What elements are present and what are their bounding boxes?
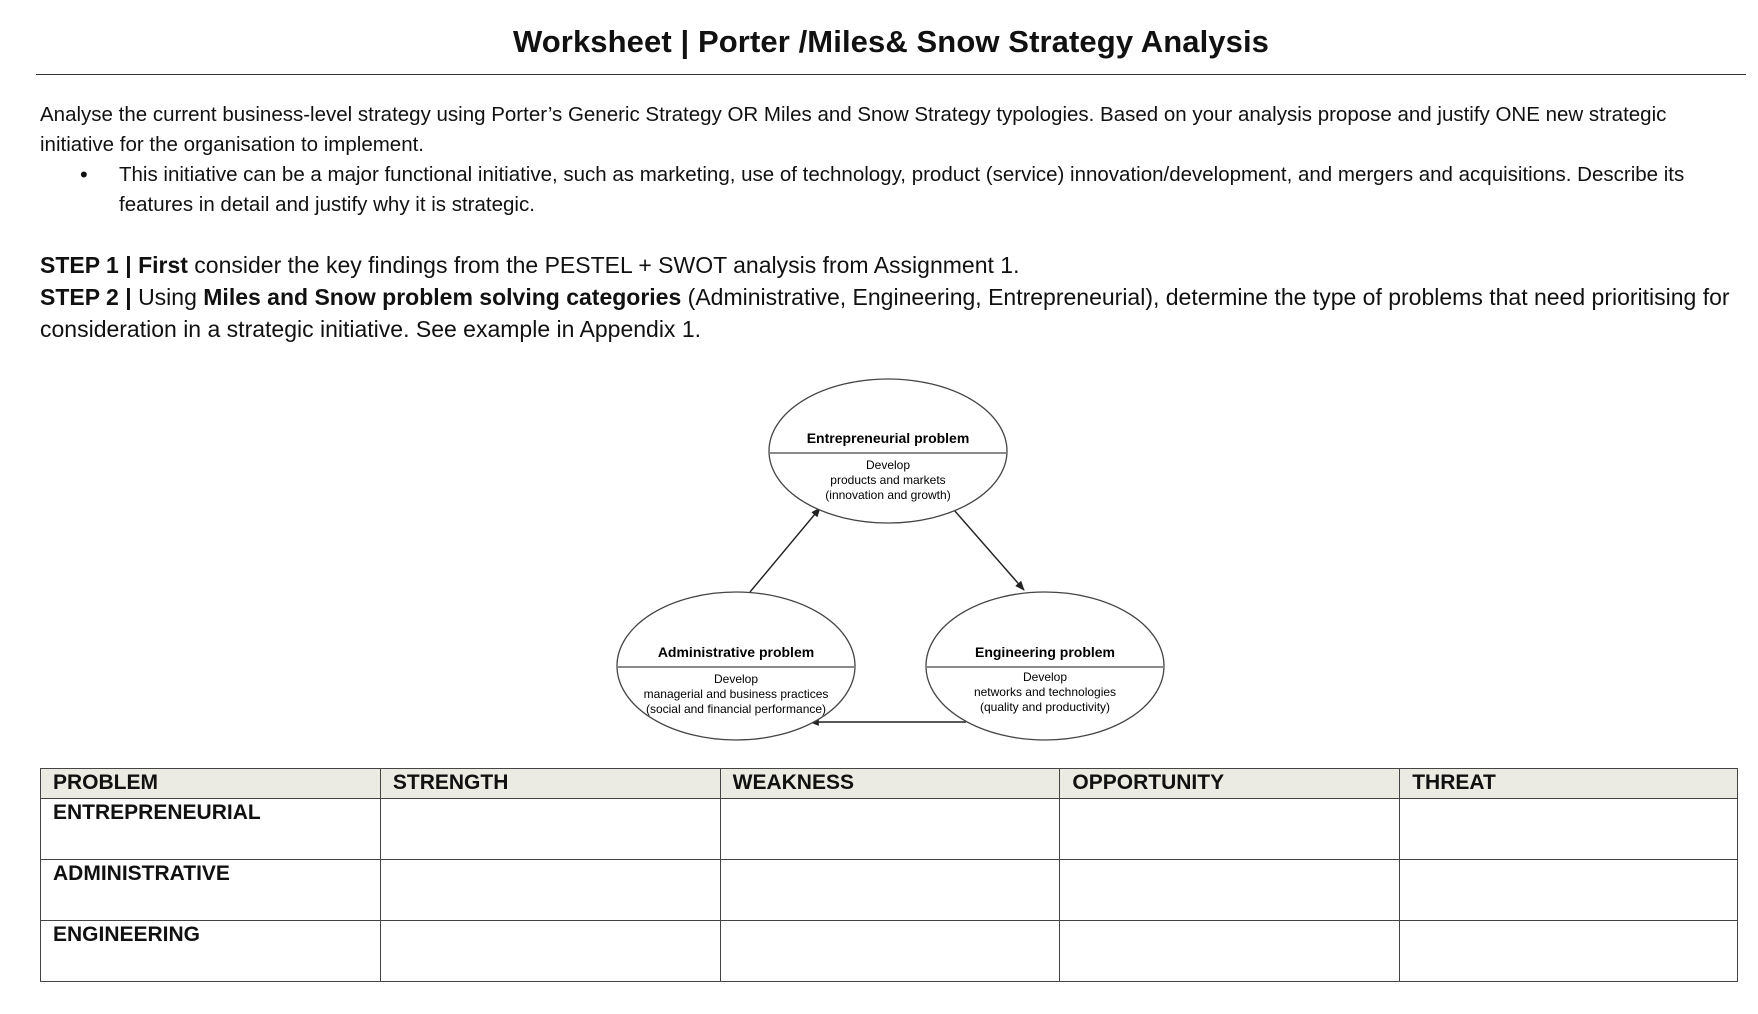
engineering-line3: (quality and productivity) — [979, 700, 1111, 714]
table-row — [41, 799, 1738, 860]
bullet-marker: • — [80, 162, 88, 187]
table-cell[interactable] — [720, 921, 1060, 982]
entrepreneurial-line3: (innovation and growth) — [825, 488, 951, 502]
table-cell[interactable] — [380, 860, 720, 921]
table-header-row — [41, 769, 1738, 799]
step-1-text: consider the key findings from the PESTEL + SWOT analysis from Assignment 1. — [187, 252, 1020, 278]
table-row — [41, 860, 1738, 921]
step-2-pre: Using — [138, 284, 204, 310]
table-cell[interactable] — [720, 799, 1060, 860]
entrepreneurial-title: Entrepreneurial problem — [806, 430, 970, 446]
administrative-title: Administrative problem — [657, 644, 815, 660]
step-1-bold: First — [138, 252, 188, 278]
step-2-text: (Administrative, Engineering, Entrepreneurial), determine the type of problems that need prioritising for consideration in a strategic initiative. See example in Appendix 1. — [40, 284, 1730, 342]
table-row — [41, 921, 1738, 982]
engineering-line1: Develop — [1022, 670, 1068, 684]
table-cell[interactable] — [380, 799, 720, 860]
arrow-admin-to-entrepreneurial — [750, 508, 820, 592]
table-cell[interactable] — [1060, 799, 1400, 860]
row-label-administrative: ADMINISTRATIVE — [41, 860, 381, 921]
intro-paragraph: Analyse the current business-level strategy using Porter’s Generic Strategy OR Miles and Snow Strategy typologies. Based on your analysis propose and justify ONE new strategic initiative for the organisation to implement. — [40, 103, 1667, 156]
table-cell[interactable] — [380, 921, 720, 982]
administrative-problem-node — [617, 592, 855, 740]
engineering-problem-node — [926, 592, 1164, 740]
row-label-entrepreneurial: ENTREPRENEURIAL — [41, 799, 381, 860]
header-weakness: WEAKNESS — [720, 769, 1060, 799]
step-1-label: STEP 1 | — [40, 252, 139, 278]
engineering-line2: networks and technologies — [973, 685, 1117, 699]
row-label-engineering: ENGINEERING — [41, 921, 381, 982]
table-cell[interactable] — [1060, 860, 1400, 921]
entrepreneurial-problem-node — [769, 379, 1007, 523]
administrative-line3: (social and financial performance) — [645, 702, 827, 716]
header-threat: THREAT — [1400, 769, 1738, 799]
intro-bullet-text: This initiative can be a major functional initiative, such as marketing, use of technology, product (service) innovation/development, and mergers and acquisitions. Describe its features in detail and justify why it is strategic. — [119, 163, 1685, 216]
table-cell[interactable] — [1060, 921, 1400, 982]
administrative-line1: Develop — [713, 672, 759, 686]
engineering-title: Engineering problem — [974, 644, 1116, 660]
entrepreneurial-line2: products and markets — [830, 473, 946, 487]
swot-problem-table — [40, 768, 1738, 982]
step-2-label: STEP 2 | — [40, 284, 139, 310]
header-opportunity: OPPORTUNITY — [1060, 769, 1400, 799]
header-problem: PROBLEM — [41, 769, 381, 799]
table-cell[interactable] — [720, 860, 1060, 921]
table-cell[interactable] — [1400, 921, 1738, 982]
arrow-entrepreneurial-to-engineering — [954, 510, 1024, 590]
worksheet-title: Worksheet | Porter /Miles& Snow Strategy Analysis — [512, 24, 1270, 59]
step-2-bold: Miles and Snow problem solving categories — [203, 284, 682, 310]
table-cell[interactable] — [1400, 799, 1738, 860]
entrepreneurial-line1: Develop — [865, 458, 911, 472]
table-cell[interactable] — [1400, 860, 1738, 921]
header-strength: STRENGTH — [380, 769, 720, 799]
administrative-line2: managerial and business practices — [643, 687, 829, 701]
